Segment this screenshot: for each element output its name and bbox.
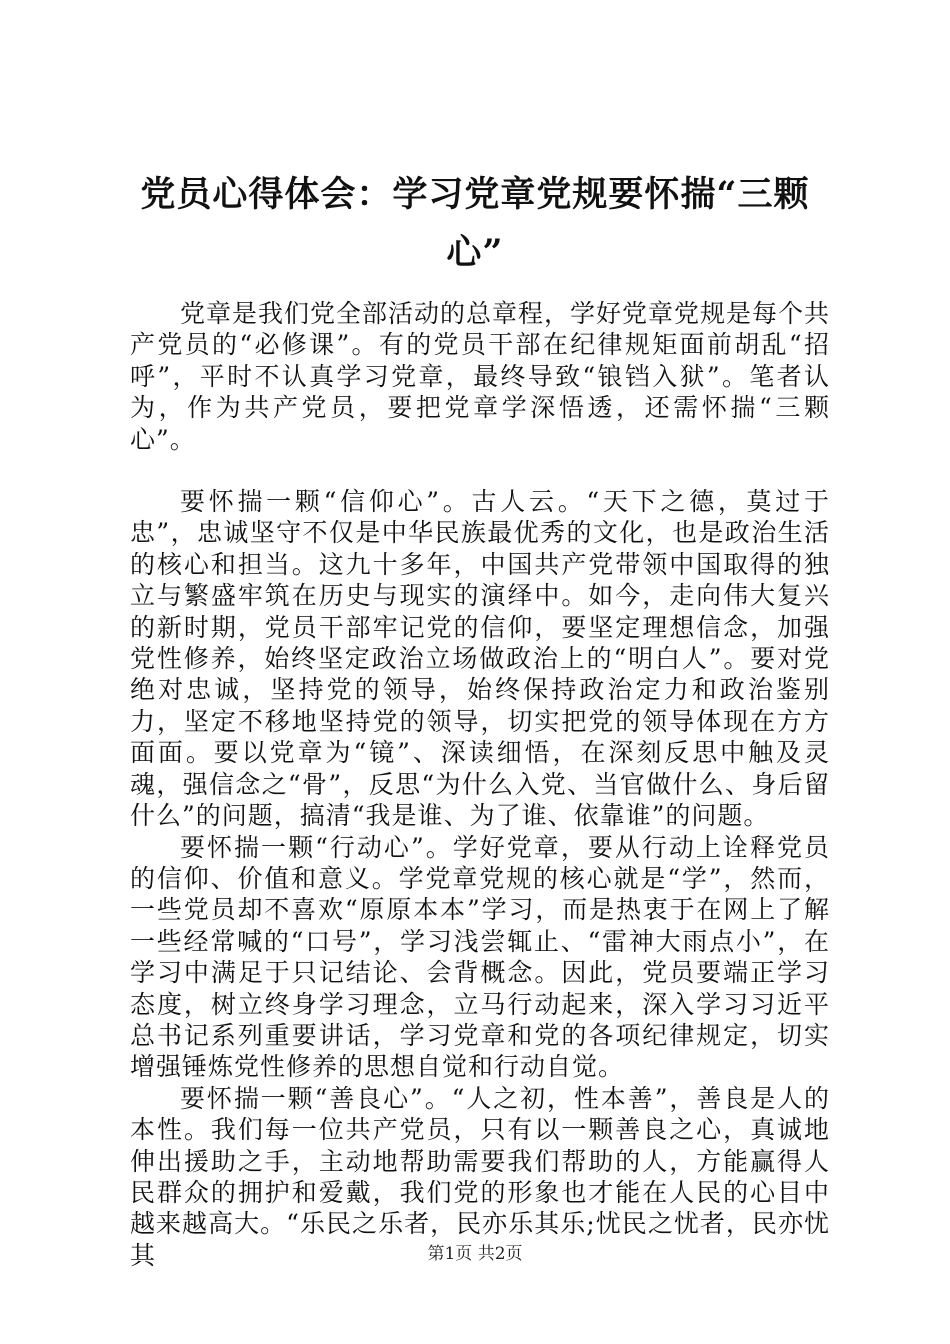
document-title: 党员心得体会：学习党章党规要怀揣“三颗心” bbox=[140, 174, 810, 273]
paragraph-intro: 党章是我们党全部活动的总章程，学好党章党规是每个共产党员的“必修课”。有的党员干部在纪律规矩面前胡乱“招呼”，平时不认真学习党章，最终导致“锒铛入狱”。笔者认为，作为共产党员，要把党章学深悟透，还需怀揣“三颗心”。 bbox=[130, 299, 831, 454]
paragraph-action-heart: 要怀揣一颗“行动心”。学好党章，要从行动上诠释党员的信仰、价值和意义。学党章党规的核心就是“学”，然而，一些党员却不喜欢“原原本本”学习，而是热衷于在网上了解一些经常喊的“口号”，学习浅尝辄止、“雷神大雨点小”，在学习中满足于只记结论、会背概念。因此，党员要端正学习态度，树立终身学习理念，立马行动起来，深入学习习近平总书记系列重要讲话，学习党章和党的各项纪律规定，切实增强锤炼党性修养的思想自觉和行动自觉。 bbox=[130, 832, 830, 1082]
paragraph-kindness-heart: 要怀揣一颗“善良心”。“人之初，性本善”，善良是人的本性。我们每一位共产党员，只有以一颗善良之心，真诚地伸出援助之手，主动地帮助需要我们帮助的人，方能赢得人民群众的拥护和爱戴，我们党的形象也才能在人民的心目中越来越高大。“乐民之乐者，民亦乐其乐;忧民之忧者，民亦忧其 bbox=[130, 1083, 830, 1270]
paragraph-faith-heart: 要怀揣一颗“信仰心”。古人云。“天下之德，莫过于忠”，忠诚坚守不仅是中华民族最优秀的文化，也是政治生活的核心和担当。这九十多年，中国共产党带领中国取得的独立与繁盛牢筑在历史与现实的演绎中。如今，走向伟大复兴的新时期，党员干部牢记党的信仰，要坚定理想信念，加强党性修养，始终坚定政治立场做政治上的“明白人”。要对党绝对忠诚，坚持党的领导，始终保持政治定力和政治鉴别力，坚定不移地坚持党的领导，切实把党的领导体现在方方面面。要以党章为“镜”、深读细悟，在深刻反思中触及灵魂，强信念之“骨”，反思“为什么入党、当官做什么、身后留什么”的问题，搞清“我是谁、为了谁、依靠谁”的问题。 bbox=[130, 487, 830, 831]
document-body bbox=[130, 298, 830, 1271]
page-number-footer: 第1页 共2页 bbox=[427, 1244, 523, 1264]
